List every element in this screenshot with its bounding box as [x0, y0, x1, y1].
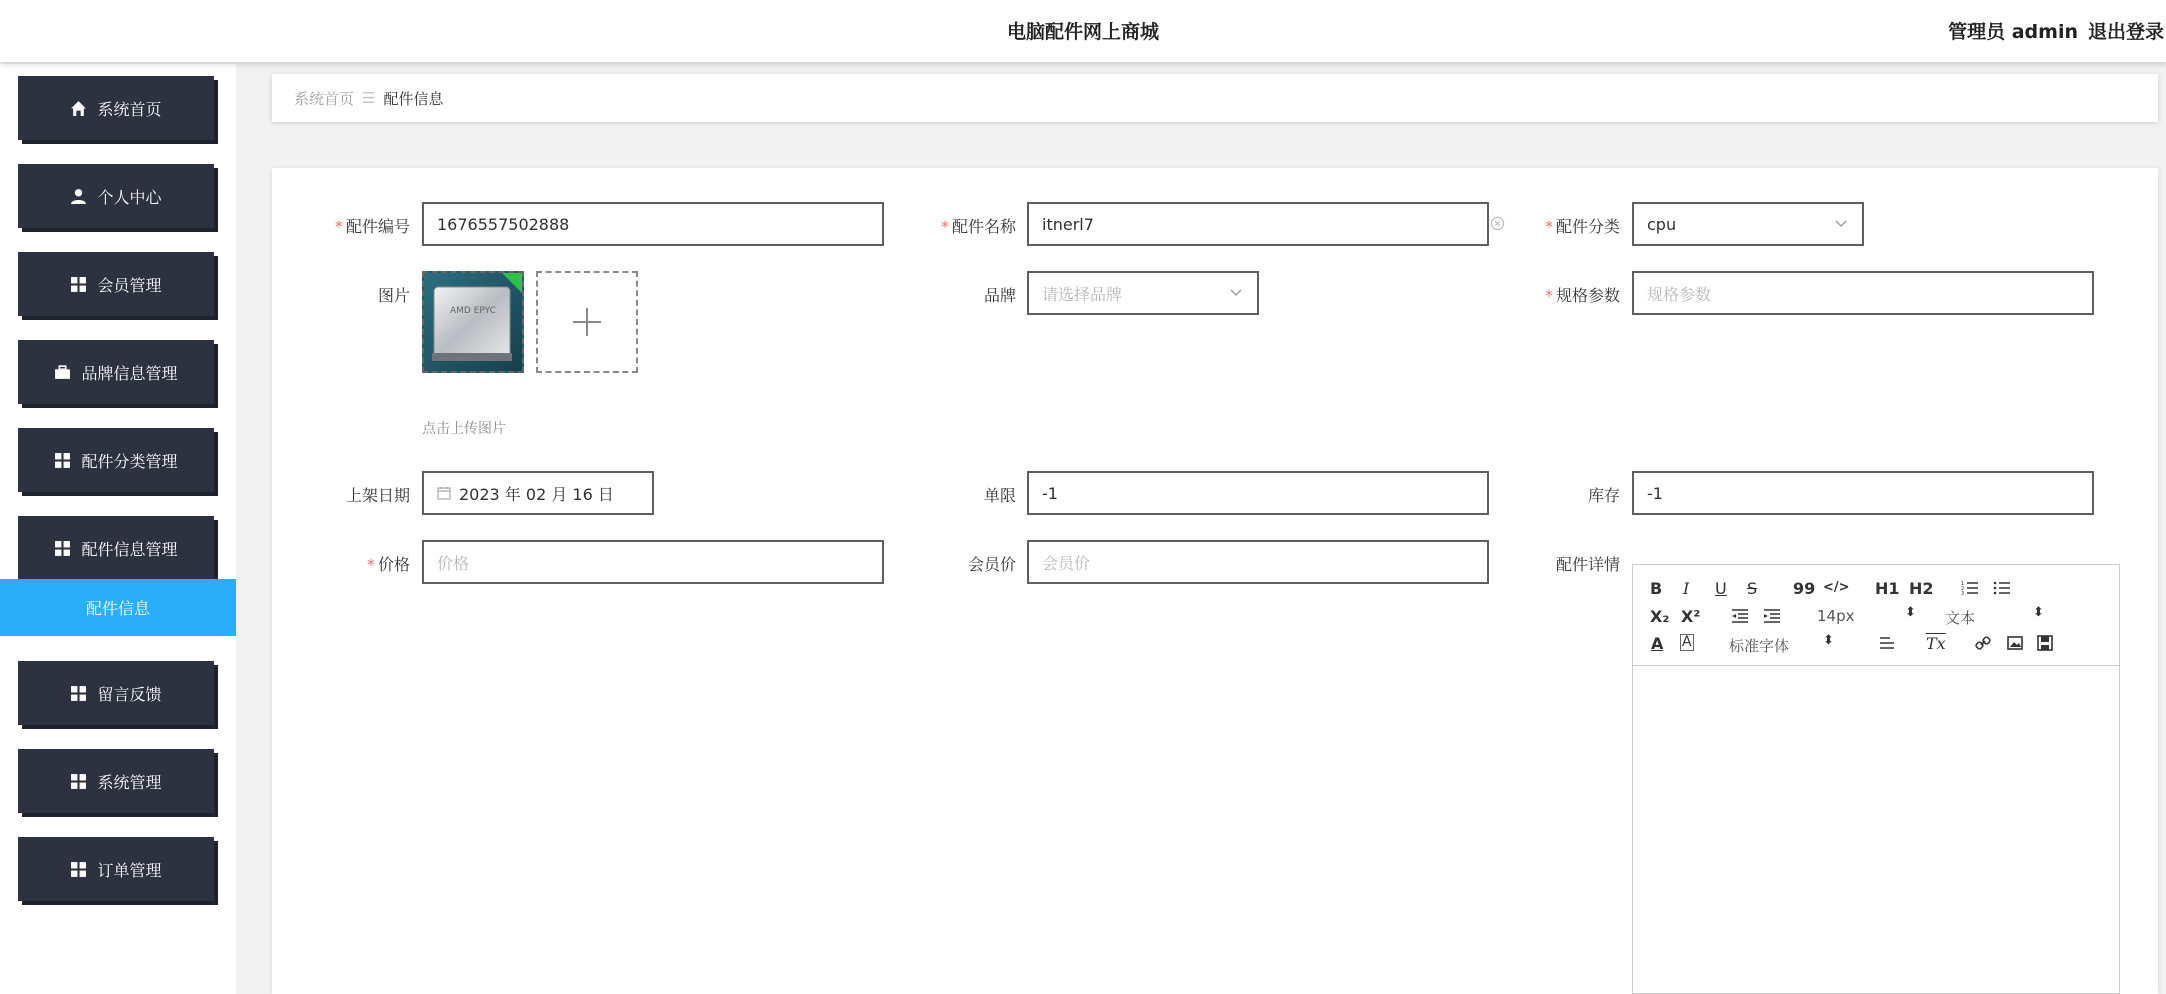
font-color-icon[interactable]: A [1651, 634, 1664, 653]
price-label: * 价格 [366, 555, 410, 574]
outdent-icon[interactable] [1731, 608, 1749, 624]
category-value: cpu [1647, 214, 1677, 234]
limit-label: 单限 [983, 486, 1016, 505]
list-date-picker[interactable] [422, 471, 654, 515]
sidebar-item-label: 品牌信息管理 [81, 363, 178, 383]
clear-format-icon[interactable]: $\overline{Tx}$ [1926, 634, 1946, 653]
stock-input[interactable]: -1 [1632, 471, 2094, 515]
font-family-select[interactable]: 标准字体 [1729, 637, 1790, 655]
list-date-value: 2023 年 02 月 16 日 [459, 484, 614, 504]
thumb-text: AMD EPYC [450, 306, 496, 316]
breadcrumb-separator-icon: ☰ [362, 89, 376, 107]
sidebar-item-personal[interactable] [18, 164, 214, 228]
part-form [272, 168, 2158, 994]
grid-icon [70, 685, 87, 702]
upload-tip: 点击上传图片 [422, 421, 506, 437]
sidebar-item-label: 留言反馈 [97, 684, 162, 704]
cpu-image [424, 273, 524, 373]
h2-button[interactable]: H2 [1909, 579, 1934, 598]
user-icon [70, 188, 87, 205]
bold-button[interactable]: B [1650, 579, 1663, 598]
part-name-input[interactable]: itnerl7 [1027, 202, 1489, 246]
background-color-icon[interactable]: A [1682, 634, 1692, 650]
member-price-label: 会员价 [967, 555, 1016, 574]
app-title: 电脑配件网上商城 [1006, 21, 1159, 43]
brand-placeholder: 请选择品牌 [1042, 284, 1123, 304]
sidebar-item-label: 配件信息管理 [81, 539, 178, 559]
sidebar-item-label: 系统管理 [97, 772, 162, 792]
editor-content-area[interactable] [1633, 666, 2119, 993]
chevron-down-icon [1834, 216, 1848, 230]
grid-icon [70, 773, 87, 790]
part-image-thumbnail[interactable] [422, 271, 524, 373]
quote-button[interactable]: 99 [1793, 579, 1816, 598]
updown-arrow-icon: ⬍ [1823, 633, 1834, 648]
italic-button[interactable]: I [1683, 579, 1690, 598]
sidebar-item-label: 个人中心 [97, 187, 162, 207]
home-icon [70, 100, 87, 117]
breadcrumb [272, 74, 2158, 122]
link-icon[interactable] [1975, 635, 1991, 651]
svg-text:3: 3 [1961, 591, 1965, 596]
underline-button[interactable]: U [1715, 579, 1727, 598]
category-label: * 配件分类 [1544, 217, 1620, 236]
grid-icon [70, 276, 87, 293]
detail-label: 配件详情 [1555, 555, 1620, 574]
code-button[interactable]: </> [1823, 580, 1850, 595]
calendar-icon [437, 486, 451, 500]
font-size-select[interactable]: 14px [1817, 607, 1855, 625]
limit-input[interactable]: -1 [1027, 471, 1489, 515]
member-price-input[interactable]: 会员价 [1027, 540, 1489, 584]
sidebar-item-members[interactable] [18, 252, 214, 316]
price-input[interactable]: 价格 [422, 540, 884, 584]
rich-text-editor [1632, 564, 2120, 994]
brand-select[interactable] [1027, 271, 1259, 315]
sidebar-item-label: 会员管理 [97, 275, 162, 295]
spec-input[interactable]: 规格参数 [1632, 271, 2094, 315]
updown-arrow-icon: ⬍ [2033, 605, 2044, 620]
indent-icon[interactable] [1763, 608, 1781, 624]
bullet-list-icon[interactable] [1993, 580, 2011, 596]
grid-icon [70, 861, 87, 878]
part-name-label: * 配件名称 [940, 217, 1016, 236]
grid-icon [54, 540, 71, 557]
subscript-button[interactable]: X₂ [1650, 607, 1670, 626]
stock-label: 库存 [1587, 486, 1620, 505]
briefcase-icon [54, 364, 71, 381]
svg-text:2: 2 [1961, 586, 1965, 592]
image-label: 图片 [377, 286, 410, 305]
user-area [1938, 17, 2164, 44]
ordered-list-icon[interactable] [1961, 580, 1979, 596]
top-bar [0, 0, 2166, 62]
paragraph-select[interactable]: 文本 [1945, 609, 1976, 627]
align-icon[interactable] [1879, 636, 1895, 650]
sidebar [0, 64, 236, 994]
sidebar-item-label: 配件分类管理 [81, 451, 178, 471]
updown-arrow-icon: ⬍ [1905, 605, 1916, 620]
part-no-label: * 配件编号 [334, 217, 410, 236]
list-date-label: 上架日期 [345, 486, 410, 505]
strike-button[interactable]: S [1747, 579, 1758, 598]
breadcrumb-home[interactable]: 系统首页 [294, 89, 355, 108]
part-no-input[interactable]: 1676557502888 [422, 202, 884, 246]
sidebar-item-feedback[interactable] [18, 661, 214, 725]
sidebar-item-system[interactable] [18, 749, 214, 813]
spec-label: * 规格参数 [1544, 286, 1620, 305]
superscript-button[interactable]: X² [1681, 607, 1701, 626]
sidebar-item-orders[interactable] [18, 837, 214, 901]
sidebar-item-label: 系统首页 [97, 99, 162, 119]
logout-link[interactable]: 退出登录 [2087, 21, 2164, 43]
image-icon[interactable] [2007, 635, 2023, 651]
sidebar-item-home[interactable] [18, 76, 214, 140]
sidebar-item-brands[interactable] [18, 340, 214, 404]
video-icon[interactable] [2037, 635, 2053, 651]
sidebar-item-label: 订单管理 [97, 860, 162, 880]
user-label: 管理员 admin [1948, 21, 2078, 43]
plus-icon [570, 305, 604, 339]
brand-label: 品牌 [983, 286, 1016, 305]
grid-icon [54, 452, 71, 469]
h1-button[interactable]: H1 [1875, 579, 1900, 598]
chevron-down-icon [1229, 285, 1243, 299]
upload-image-button[interactable] [536, 271, 638, 373]
svg-text:1: 1 [1961, 581, 1965, 587]
sidebar-subitem-parts-info[interactable]: 配件信息 [0, 579, 236, 636]
sidebar-item-parts[interactable] [18, 516, 214, 580]
breadcrumb-current: 配件信息 [383, 89, 444, 108]
category-select[interactable] [1632, 202, 1864, 246]
sidebar-item-categories[interactable] [18, 428, 214, 492]
